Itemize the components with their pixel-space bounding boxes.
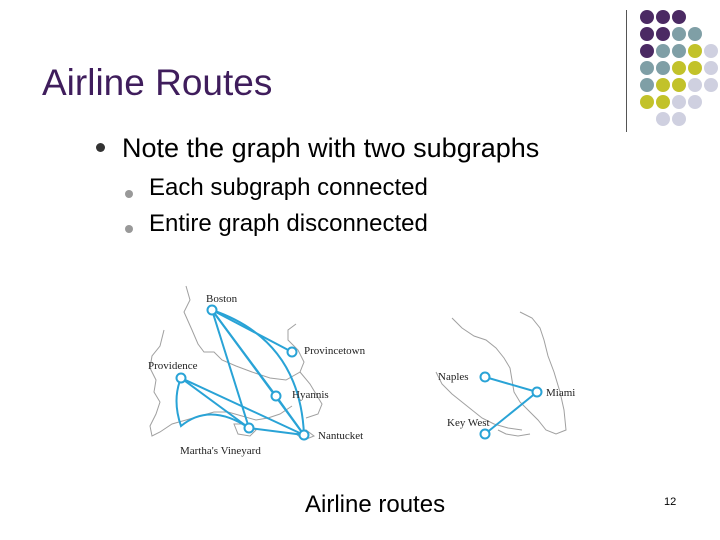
label-key-west: Key West [447,417,490,429]
slide-title: Airline Routes [42,62,273,103]
route-keywest-miami [485,392,537,434]
node-nantucket [300,431,309,440]
route-providence-marthas-vineyard [181,378,249,428]
node-miami [533,388,542,397]
label-hyannis: Hyannis [292,389,329,401]
label-miami: Miami [546,387,576,399]
label-naples: Naples [438,371,469,383]
main-bullet-text: Note the graph with two subgraphs [122,133,540,163]
route-naples-miami [485,377,537,392]
label-providence: Providence [148,360,198,372]
label-nantucket: Nantucket [318,430,364,442]
node-provincetown [288,348,297,357]
label-provincetown: Provincetown [304,345,366,357]
node-hyannis [272,392,281,401]
node-providence [177,374,186,383]
sub-bullet-text: Each subgraph connected [149,174,428,201]
route-providence-nantucket [181,378,304,435]
node-key-west [481,430,490,439]
figure-caption: Airline routes [305,491,446,518]
page-number: 12 [664,496,677,508]
node-marthas-vineyard [245,424,254,433]
node-naples [481,373,490,382]
label-boston: Boston [206,293,238,305]
label-marthas-vineyard: Martha's Vineyard [180,445,261,457]
sub-bullet-text: Entire graph disconnected [149,210,428,237]
node-boston [208,306,217,315]
